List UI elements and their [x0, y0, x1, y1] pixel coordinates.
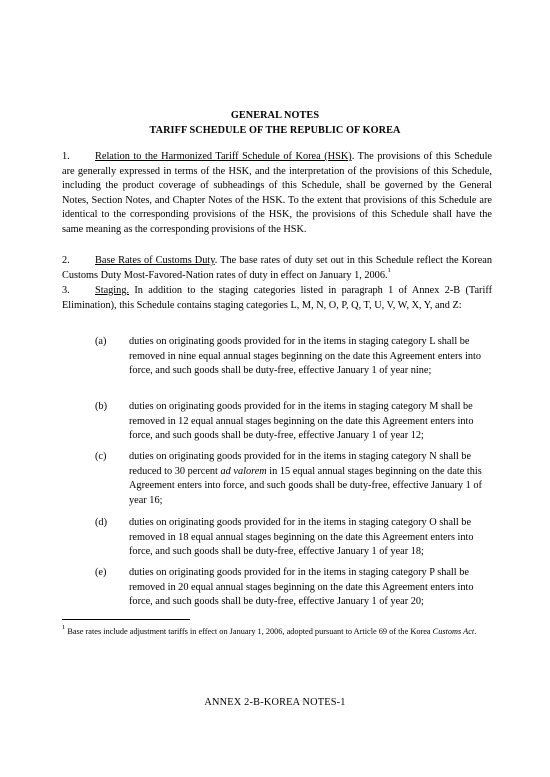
- subitem-text: duties on originating goods provided for in the items in staging category M shall be removed in 12 equal annual stages beginning on the date this Agreement enters into force, and such goods shall be duty-free, effective January 1 of year 12;: [129, 401, 474, 442]
- subitem-b: [95, 400, 492, 444]
- paragraph-3: [62, 284, 492, 313]
- subitem-c: [95, 450, 492, 508]
- subitem-text: duties on originating goods provided for in the items in staging category P shall be removed in 20 equal annual stages beginning on the date this Agreement enters into force, and such goods shall be duty-free, effective January 1 of year 20;: [129, 567, 474, 608]
- subitem-e: [95, 566, 492, 610]
- heading-general-notes: GENERAL NOTES: [230, 110, 320, 121]
- subitem-text: duties on originating goods provided for in the items in staging category O shall be removed in 18 equal annual stages beginning on the date this Agreement enters into force, and such goods shall be duty-free, effective January 1 of year 18;: [129, 517, 474, 558]
- subitem-label: (d): [95, 517, 108, 528]
- paragraph-title: Staging.: [95, 285, 130, 296]
- paragraph-text: In addition to the staging categories listed in paragraph 1 of Annex 2-B (Tariff Elimination), this Schedule contains staging categories L, M, N, O, P, Q, T, U, V, W, X, Y, and Z:: [62, 285, 492, 311]
- footnote: $^1$ Base rates include adjustment tariffs in effect on January 1, 2006, adopted pursuant to Article 69 of the Korea Customs Act.: [62, 624, 477, 636]
- paragraph-number: 2.: [62, 255, 70, 266]
- page-footer: ANNEX 2-B-KOREA NOTES-1: [204, 697, 346, 708]
- footnote-divider: [62, 619, 190, 620]
- paragraph-title: Relation to the Harmonized Tariff Schedule of Korea (HSK): [95, 151, 352, 162]
- subitem-label: (b): [95, 401, 108, 412]
- paragraph-title: Base Rates of Customs Duty: [95, 255, 215, 266]
- subitem-label: (a): [95, 336, 107, 347]
- paragraph-number: 1.: [62, 151, 70, 162]
- paragraph-2: [62, 254, 492, 283]
- subitem-label: (c): [95, 451, 107, 462]
- paragraph-text: . The base rates of duty set out in this Schedule reflect the Korean Customs Duty Most-Favored-Nation rates of duty in effect on January 1, 2006.: [62, 255, 492, 281]
- footnote-reference: 1: [387, 267, 391, 275]
- subitem-label: (e): [95, 567, 107, 578]
- paragraph-number: 3.: [62, 285, 70, 296]
- subitem-d: [95, 516, 492, 560]
- subitem-a: [95, 335, 492, 379]
- subitem-text: duties on originating goods provided for in the items in staging category L shall be removed in nine equal annual stages beginning on the date this Agreement enters into force, and such goods shall be duty-free, effective January 1 of year nine;: [129, 336, 481, 377]
- paragraph-text: . The provisions of this Schedule are generally expressed in terms of the HSK, and the interpretation of the provisions of this Schedule, including the product coverage of subheadings of this Schedule, shall be governed by the General Notes, Section Notes, and Chapter Notes of the HSK. To the extent that provisions of this Schedule are identical to the corresponding provisions of the HSK, the provisions of this Schedule shall have the same meaning as the corresponding provisions of the HSK.: [62, 151, 493, 235]
- subitem-text: duties on originating goods provided for in the items in staging category N shall be reduced to 30 percent ad valorem in 15 equal annual stages beginning on the date this Agreement enters into force, and such goods shall be duty-free, effective January 1 of year 16;: [129, 451, 482, 506]
- footnote-marker: 1: [62, 624, 66, 632]
- paragraph-1: [62, 150, 492, 238]
- heading-tariff-schedule: TARIFF SCHEDULE OF THE REPUBLIC OF KOREA: [149, 125, 401, 136]
